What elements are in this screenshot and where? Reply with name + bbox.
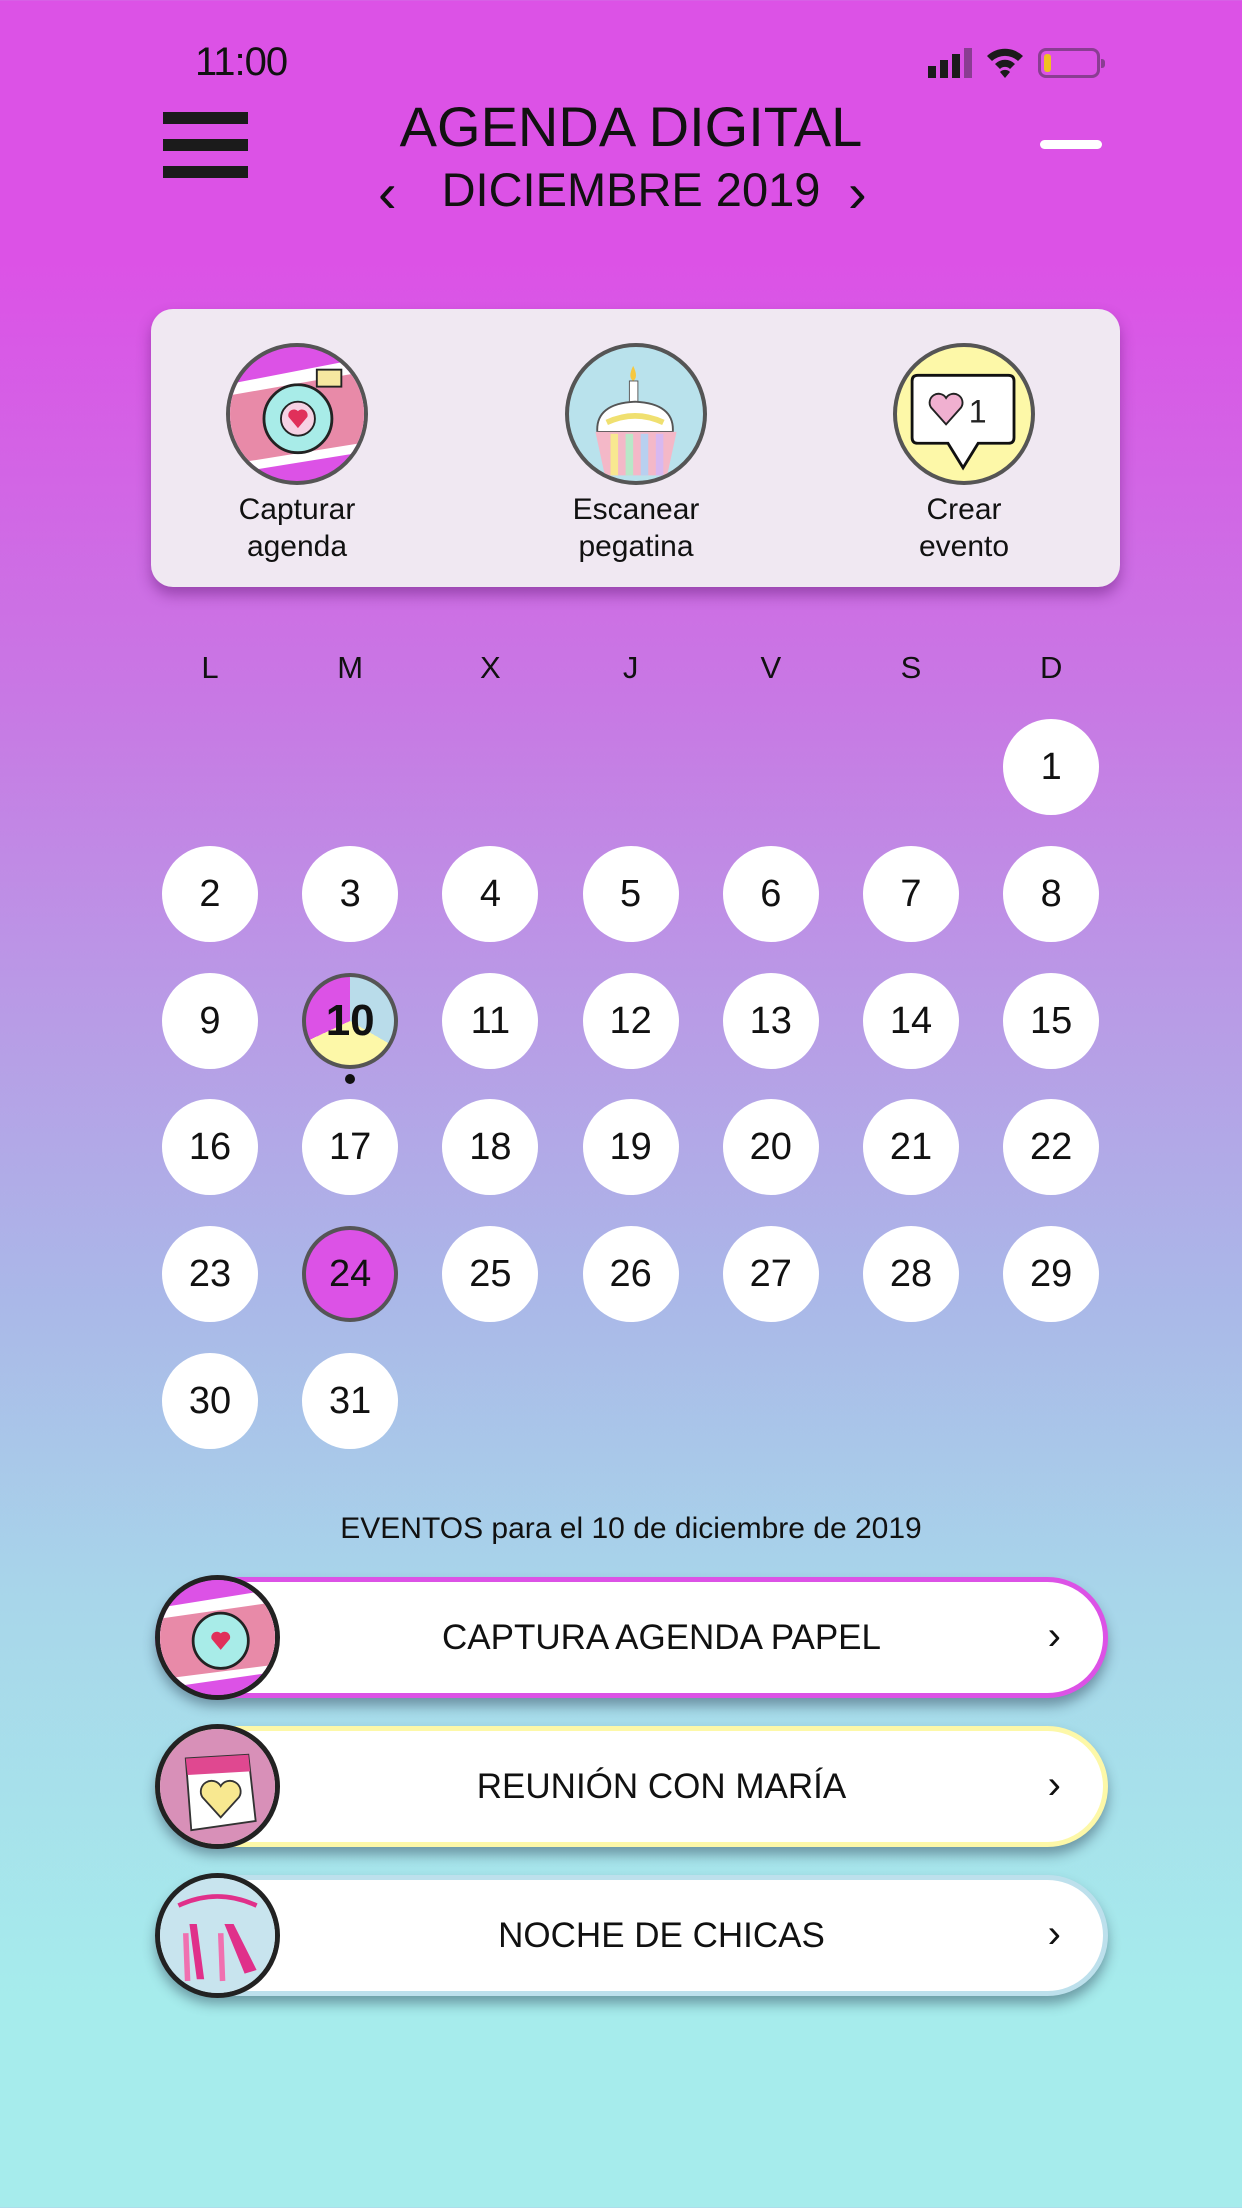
create-event-label-2: evento	[918, 530, 1010, 563]
chevron-right-icon: ›	[1047, 1763, 1061, 1807]
calendar-day-30[interactable]: 30	[162, 1353, 258, 1449]
calendar-day-15[interactable]: 15	[1003, 973, 1099, 1069]
battery-icon	[1038, 48, 1100, 78]
calendar-day-10[interactable]: 10	[302, 973, 398, 1069]
capture-agenda-label-2: agenda	[246, 530, 348, 563]
weekday-M: M	[337, 650, 364, 685]
capture-agenda-label: Capturar	[238, 493, 356, 526]
like-notification-icon	[893, 343, 1035, 485]
quick-actions-card	[151, 309, 1120, 587]
calendar-day-24[interactable]: 24	[302, 1226, 398, 1322]
app-title: AGENDA DIGITAL	[399, 95, 863, 158]
event-label: NOCHE DE CHICAS	[498, 1916, 825, 1955]
calendar-day-13[interactable]: 13	[723, 973, 819, 1069]
chevron-right-icon: ›	[1047, 1912, 1061, 1956]
calendar-day-27[interactable]: 27	[723, 1226, 819, 1322]
calendar-day-16[interactable]: 16	[162, 1099, 258, 1195]
scan-sticker-button[interactable]	[526, 343, 746, 565]
prev-month-button[interactable]: ‹	[378, 161, 397, 224]
calendar-day-14[interactable]: 14	[863, 973, 959, 1069]
calendar-day-2[interactable]: 2	[162, 846, 258, 942]
camera-icon	[226, 343, 368, 485]
events-heading: EVENTOS para el 10 de diciembre de 2019	[340, 1512, 922, 1545]
wifi-icon	[985, 44, 1025, 78]
cupcake-icon	[565, 343, 707, 485]
event-item[interactable]	[155, 1726, 1108, 1847]
calendar-day-7[interactable]: 7	[863, 846, 959, 942]
scan-sticker-label: Escanear	[572, 493, 700, 526]
weekday-D: D	[1039, 650, 1063, 685]
calendar-day-22[interactable]: 22	[1003, 1099, 1099, 1195]
weekday-X: X	[480, 650, 501, 685]
event-label: CAPTURA AGENDA PAPEL	[442, 1618, 881, 1657]
calendar-day-23[interactable]: 23	[162, 1226, 258, 1322]
create-event-label: Crear	[926, 493, 1002, 526]
event-label: REUNIÓN CON MARÍA	[476, 1767, 847, 1806]
calendar-day-11[interactable]: 11	[442, 973, 538, 1069]
calendar-day-29[interactable]: 29	[1003, 1226, 1099, 1322]
calendar-day-3[interactable]: 3	[302, 846, 398, 942]
calendar-day-1[interactable]: 1	[1003, 719, 1099, 815]
weekday-J: J	[622, 650, 639, 685]
event-item[interactable]	[155, 1875, 1108, 1996]
signal-icon	[928, 48, 974, 78]
calendar-day-19[interactable]: 19	[583, 1099, 679, 1195]
calendar-day-9[interactable]: 9	[162, 973, 258, 1069]
calendar-day-20[interactable]: 20	[723, 1099, 819, 1195]
event-indicator-dot	[345, 1074, 355, 1084]
minus-icon[interactable]	[1040, 140, 1102, 149]
calendar-day-12[interactable]: 12	[583, 973, 679, 1069]
calendar-day-18[interactable]: 18	[442, 1099, 538, 1195]
weekday-S: S	[900, 650, 922, 685]
calendar-day-31[interactable]: 31	[302, 1353, 398, 1449]
calendar-day-17[interactable]: 17	[302, 1099, 398, 1195]
calendar-day-26[interactable]: 26	[583, 1226, 679, 1322]
chevron-right-icon: ›	[1047, 1614, 1061, 1658]
calendar-day-5[interactable]: 5	[583, 846, 679, 942]
next-month-button[interactable]: ›	[848, 161, 867, 224]
weekday-V: V	[760, 650, 782, 685]
status-time: 11:00	[195, 40, 288, 84]
calendar-day-8[interactable]: 8	[1003, 846, 1099, 942]
capture-agenda-button[interactable]	[187, 343, 407, 565]
event-item[interactable]	[155, 1577, 1108, 1698]
calendar-day-21[interactable]: 21	[863, 1099, 959, 1195]
calendar-day-4[interactable]: 4	[442, 846, 538, 942]
weekday-L: L	[201, 650, 219, 685]
current-month: DICIEMBRE 2019	[441, 163, 821, 216]
calendar-day-6[interactable]: 6	[723, 846, 819, 942]
calendar-day-25[interactable]: 25	[442, 1226, 538, 1322]
create-event-button[interactable]	[854, 343, 1074, 565]
scan-sticker-label-2: pegatina	[578, 530, 694, 563]
like-count: 1	[968, 393, 987, 430]
calendar-day-28[interactable]: 28	[863, 1226, 959, 1322]
